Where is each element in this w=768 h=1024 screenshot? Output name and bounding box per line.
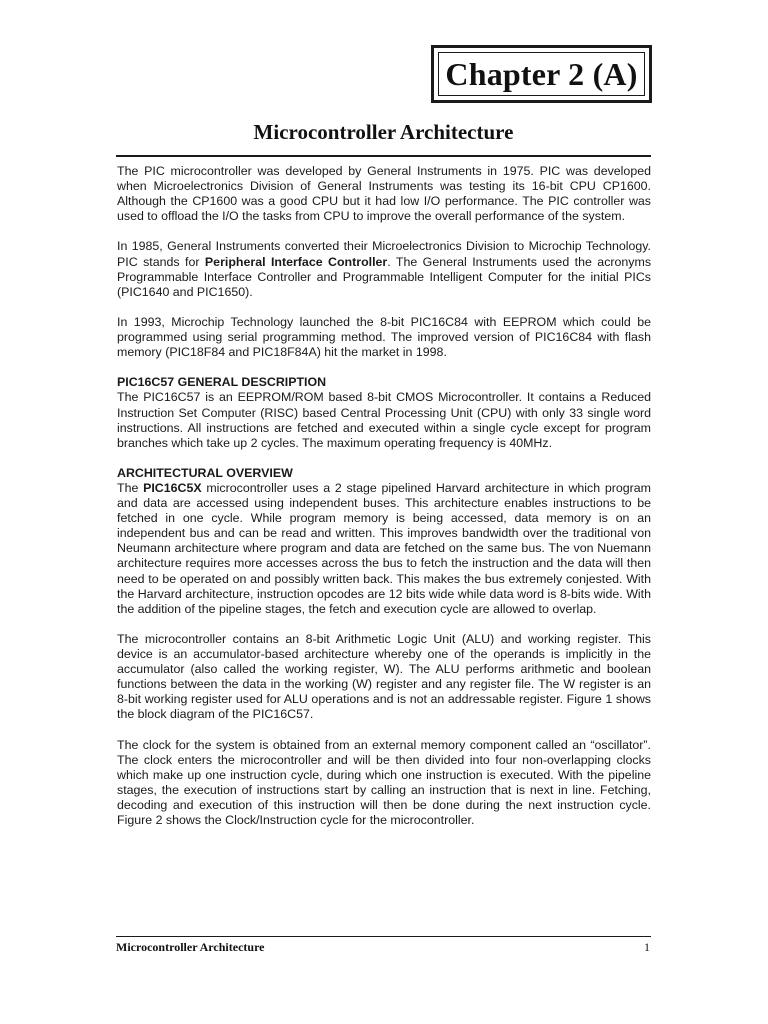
paragraph-architecture-text-b: microcontroller uses a 2 stage pipelined Harvard architecture in which program and data are accessed using independent buses. This architecture enables instructions to be fetched in one cycle. While program memory is being accessed, data memory is on an independent bus and can be read and written. This improves bandwidth over the traditional von Neumann architecture where program and data are fetched on the same bus. The von Nuemann architecture requires more accesses across the bus to fetch the instruction and the data will then need to be operated on and possibly written back. This makes the bus extremely conjested. With the Harvard architecture, instruction opcodes are 12 bits wide while data word is 8-bits wide. With the addition of the pipeline stages, the fetch and execution cycle are allowed to overlap. — [117, 480, 651, 616]
paragraph-microchip-bold: Peripheral Interface Controller — [204, 254, 388, 269]
paragraph-microchip — [117, 239, 651, 299]
heading-architectural-overview: ARCHITECTURAL OVERVIEW — [117, 465, 293, 480]
footer-title: Microcontroller Architecture — [116, 940, 265, 954]
chapter-box — [431, 45, 652, 103]
heading-general-description: PIC16C57 GENERAL DESCRIPTION — [117, 375, 327, 390]
title-underline — [116, 155, 651, 157]
chapter-box-inner — [438, 52, 645, 96]
paragraph-history: The PIC microcontroller was developed by General Instruments in 1975. PIC was developed when Microelectronics Division of General Instruments was testing its 16-bit CPU CP1600. Although the CP1600 was a good CPU but it had low I/O performance. The PIC controller was used to offload the I/O the tasks from CPU to improve the overall performance of the system. — [117, 164, 651, 224]
paragraph-clock: The clock for the system is obtained from an external memory component called an “oscillator”. The clock enters the microcontroller and will be then divided into four non-overlapping clocks which make up one instruction cycle, during which one instruction is executed. With the pipeline stages, the execution of instructions start by calling an instruction that is next in line. Fetching, decoding and execution of this instruction will then be done during the next instruction cycle. Figure 2 shows the Clock/Instruction cycle for the microcontroller. — [117, 737, 651, 828]
paragraph-alu: The microcontroller contains an 8-bit Arithmetic Logic Unit (ALU) and working register. This device is an accumulator-based architecture whereby one of the operands is implicitly in the accumulator (also called the working register, W). The ALU performs arithmetic and boolean functions between the data in the working (W) register and any register file. The W register is an 8-bit working register used for ALU operations and is not an addressable register. Figure 1 shows the block diagram of the PIC16C57. — [117, 631, 651, 722]
chapter-title: Chapter 2 (A) — [445, 56, 638, 92]
paragraph-architecture — [117, 481, 651, 617]
paragraph-microchip-text-a: In 1985, General Instruments converted their Microelectronics Division to Microchip Technology. PIC stands for — [117, 239, 651, 269]
paragraph-general-description: The PIC16C57 is an EEPROM/ROM based 8-bit CMOS Microcontroller. It contains a Reduced Instruction Set Computer (RISC) based Central Processing Unit (CPU) with only 33 single word instructions. All instructions are fetched and executed within a single cycle except for program branches which take up 2 cycles. The maximum operating frequency is 40MHz. — [117, 390, 651, 450]
document-body — [117, 164, 651, 828]
footer-rule — [116, 936, 651, 937]
page-title: Microcontroller Architecture — [253, 120, 514, 144]
paragraph-architecture-bold: PIC16C5X — [143, 480, 202, 495]
paragraph-architecture-text-a: The — [117, 480, 144, 495]
paragraph-pic16c84: In 1993, Microchip Technology launched the 8-bit PIC16C84 with EEPROM which could be programmed using serial programming method. The improved version of PIC16C84 with flash memory (PIC18F84 and PIC18F84A) hit the market in 1998. — [117, 314, 651, 360]
footer-page-number: 1 — [644, 940, 650, 954]
paragraph-microchip-text-b: . The General Instruments used the acronyms Programmable Interface Controller and Programmable Intelligent Computer for the initial PICs (PIC1640 and PIC1650). — [117, 254, 652, 299]
